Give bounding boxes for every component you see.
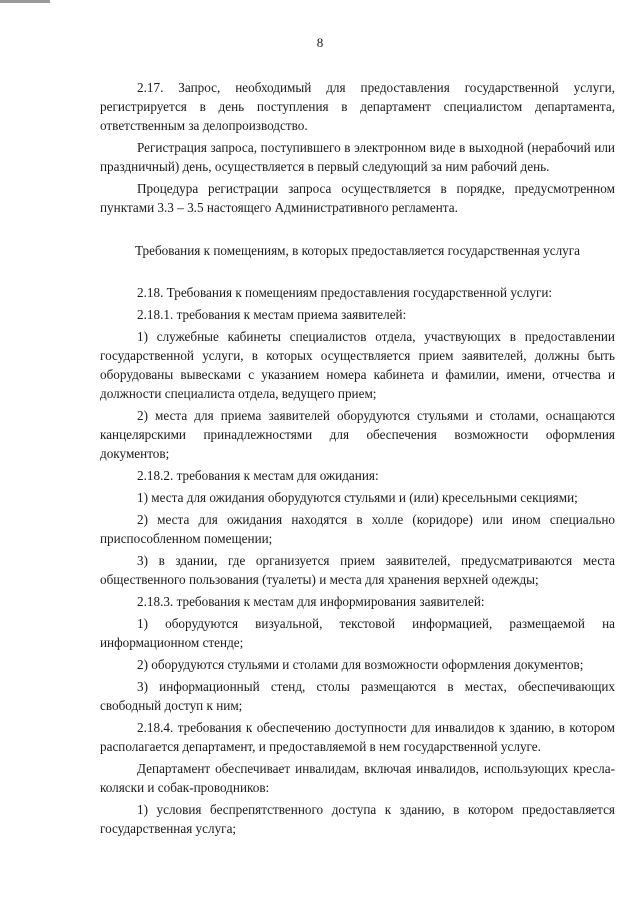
list-item: 1) служебные кабинеты специалистов отдела, участвующих в предоставлении государственной услуги, в которых осуществляется прием заявителей, должны быть оборудованы вывесками с указанием номера кабинета и фамилии, имени, отчества и должности специалиста отдела, ведущего прием;	[100, 329, 615, 401]
paragraph-2-18-3: 2.18.3. требования к местам для информирования заявителей:	[137, 594, 485, 609]
list-item: 1) условия беспрепятственного доступа к зданию, в котором предоставляется государственная услуга;	[100, 802, 615, 836]
section-heading: Требования к помещениям, в которых предоставляется государственная услуга	[134, 243, 581, 258]
paragraph-2-18-2: 2.18.2. требования к местам для ожидания:	[137, 468, 379, 483]
paragraph-2-18-4: 2.18.4. требования к обеспечению доступности для инвалидов к зданию, в котором располагается департамент, и предоставляемой в нем государственной услуге.	[100, 720, 615, 754]
page-number: 8	[316, 35, 324, 50]
paragraph-department-provides: Департамент обеспечивает инвалидам, включая инвалидов, использующих кресла-коляски и собак-проводников:	[100, 761, 615, 795]
paragraph-registration-procedure: Процедура регистрации запроса осуществляется в порядке, предусмотренном пунктами 3.3 – 3.5 настоящего Административного регламента.	[100, 181, 615, 215]
list-item: 2) места для приема заявителей оборудуются стульями и столами, оснащаются канцелярскими принадлежностями для обеспечения возможности оформления документов;	[100, 408, 615, 461]
scan-corner-mark	[0, 0, 50, 3]
paragraph-electronic-registration: Регистрация запроса, поступившего в электронном виде в выходной (нерабочий или праздничный) день, осуществляется в первый следующий за ним рабочий день.	[100, 140, 615, 174]
section-registration	[100, 78, 615, 217]
list-item: 3) информационный стенд, столы размещаются в местах, обеспечивающих свободный доступ к ним;	[100, 679, 615, 713]
list-item: 2) оборудуются стульями и столами для возможности оформления документов;	[137, 657, 584, 672]
list-item: 1) оборудуются визуальной, текстовой информацией, размещаемой на информационном стенде;	[100, 616, 615, 650]
paragraph-2-18: 2.18. Требования к помещениям предоставления государственной услуги:	[137, 285, 553, 300]
section-premises-requirements	[100, 241, 615, 838]
paragraph-2-18-1: 2.18.1. требования к местам приема заявителей:	[137, 307, 407, 322]
list-item: 1) места для ожидания оборудуются стульями и (или) кресельными секциями;	[137, 490, 578, 505]
list-item: 3) в здании, где организуется прием заявителей, предусматриваются места общественного пользования (туалеты) и места для хранения верхней одежды;	[100, 553, 615, 587]
list-item: 2) места для ожидания находятся в холле (коридоре) или ином специально приспособленном помещении;	[100, 512, 615, 546]
paragraph-2-17: 2.17. Запрос, необходимый для предоставления государственной услуги, регистрируется в день поступления в департамент специалистом департамента, ответственным за делопроизводство.	[100, 80, 615, 133]
document-body	[100, 78, 615, 841]
